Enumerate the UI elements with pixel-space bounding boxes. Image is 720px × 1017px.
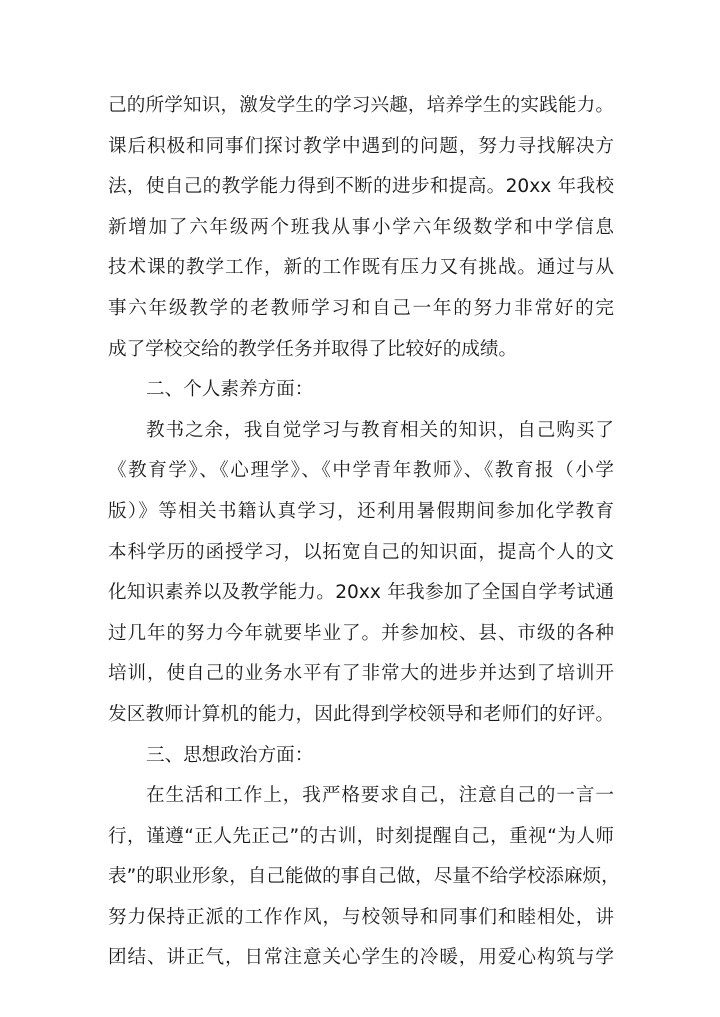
body-text xyxy=(108,86,620,979)
text-line: 事六年级教学的老教师学习和自己一年的努力非常好的完 xyxy=(108,297,614,319)
text-line: 表”的职业形象，自己能做的事自己做，尽量不给学校添麻烦， xyxy=(108,866,620,888)
text-line: 在生活和工作上，我严格要求自己，注意自己的一言一 xyxy=(146,785,614,807)
text-line: 法，使自己的教学能力得到不断的进步和提高。20xx 年我校 xyxy=(108,176,614,198)
text-line: 化知识素养以及教学能力。20xx 年我参加了全国自学考试通 xyxy=(108,582,614,604)
text-line: 发区教师计算机的能力，因此得到学校领导和老师们的好评。 xyxy=(108,703,614,725)
text-line: 成了学校交给的教学任务并取得了比较好的成绩。 xyxy=(108,338,518,360)
section-heading: 三、思想政治方面： xyxy=(146,744,314,766)
text-line: 培训，使自己的业务水平有了非常大的进步并达到了培训开 xyxy=(108,663,614,685)
text-line: 团结、讲正气，日常注意关心学生的冷暖，用爱心构筑与学 xyxy=(108,947,614,969)
text-line: 行，谨遵“正人先正己”的古训，时刻提醒自己，重视“为人师 xyxy=(108,825,614,847)
text-line: 过几年的努力今年就要毕业了。并参加校、县、市级的各种 xyxy=(108,622,614,644)
text-line: 《教育学》、《心理学》、《中学青年教师》、《教育报（小学 xyxy=(108,460,614,482)
text-line: 课后积极和同事们探讨教学中遇到的问题，努力寻找解决方 xyxy=(108,135,614,157)
text-line: 己的所学知识，激发学生的学习兴趣，培养学生的实践能力。 xyxy=(108,95,614,116)
text-line: 教书之余，我自觉学习与教育相关的知识，自己购买了 xyxy=(146,419,614,441)
text-line: 新增加了六年级两个班我从事小学六年级数学和中学信息 xyxy=(108,216,614,238)
text-line: 版）》等相关书籍认真学习，还利用暑假期间参加化学教育 xyxy=(108,500,614,522)
text-line: 技术课的教学工作，新的工作既有压力又有挑战。通过与从 xyxy=(108,257,614,279)
text-line: 努力保持正派的工作作风，与校领导和同事们和睦相处，讲 xyxy=(108,906,614,928)
section-heading: 二、个人素养方面： xyxy=(146,379,314,401)
text-line: 本科学历的函授学习，以拓宽自己的知识面，提高个人的文 xyxy=(108,541,614,563)
